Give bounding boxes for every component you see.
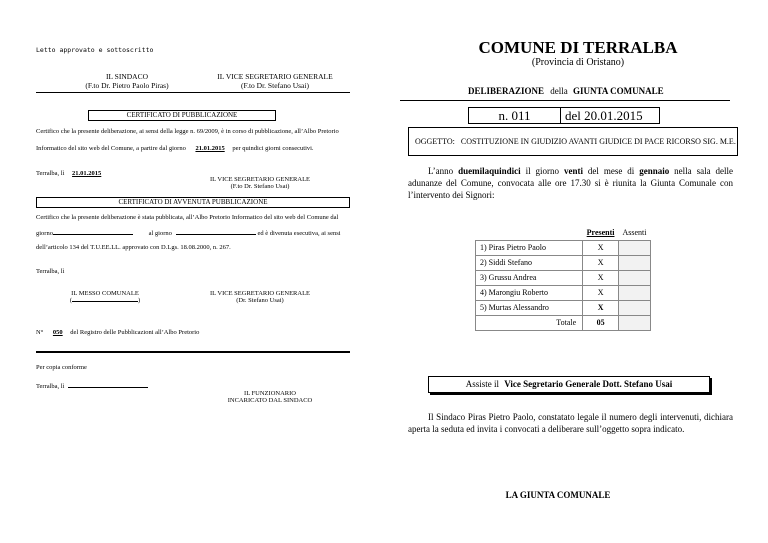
cert-pub-line2: Informatico del sito web del Comune, a partire dal giorno 21.01.2015 per quindici giorni consecutivi. <box>36 145 314 152</box>
col-absent: Assenti <box>622 227 647 237</box>
divider <box>400 100 730 101</box>
divider <box>36 351 350 353</box>
col-present: Presenti <box>586 227 615 237</box>
oggetto-text: COSTITUZIONE IN GIUDIZIO AVANTI GIUDICE DI PACE RICORSO SIG. M.E. <box>460 137 736 146</box>
vice-title: IL VICE SEGRETARIO GENERALE <box>217 72 333 81</box>
officer-signature: IL FUNZIONARIO INCARICATO DAL SINDACO <box>227 390 313 404</box>
total-row: Totale 05 <box>476 315 651 330</box>
cert-pub-start-date: 21.01.2015 <box>195 145 225 152</box>
comune-title: COMUNE DI TERRALBA <box>478 38 678 57</box>
messo-signature: IL MESSO COMUNALE ( ) <box>69 290 141 304</box>
table-row: 5) Murtas Alessandro X <box>476 300 651 315</box>
cert-exec-header: CERTIFICATO DI AVVENUTA PUBBLICAZIONE <box>36 197 350 208</box>
copy-label: Per copia conforme <box>36 364 87 371</box>
footer-title: LA GIUNTA COMUNALE <box>505 490 611 500</box>
attendance-table <box>475 225 651 331</box>
table-row: 1) Piras Pietro Paolo X <box>476 240 651 255</box>
giorno-blank <box>53 234 133 235</box>
cert-exec-line1: Certifico che la presente deliberazione è stata pubblicata, all’Albo Pretorio Informatico del sito web del Comune dal <box>36 214 339 221</box>
deliberation-date: del 20.01.2015 <box>565 108 643 123</box>
registry-line: N° 050 del Registro delle Pubblicazioni all’Albo Pretorio <box>36 329 200 336</box>
cert-exec-line2: giorno al giorno ed è divenuta esecutiva, ai sensi <box>36 230 341 237</box>
cert-pub-signature: IL VICE SEGRETARIO GENERALE (F.to Dr. Stefano Usai) <box>209 176 311 190</box>
approval-note: Letto approvato e sottoscritto <box>36 46 154 54</box>
oggetto-box <box>408 127 738 156</box>
cert-pub-header: CERTIFICATO DI PUBBLICAZIONE <box>88 110 276 121</box>
cert-pub-place: Terralba, lì 21.01.2015 <box>36 170 102 177</box>
assiste-box: Assiste il Vice Segretario Generale Dott. Stefano Usai <box>428 376 710 393</box>
provincia: (Provincia di Oristano) <box>531 57 625 68</box>
cert-pub-place-date: 21.01.2015 <box>72 170 102 177</box>
sindaco-signature <box>62 72 192 90</box>
sindaco-title: IL SINDACO <box>105 72 148 81</box>
cert-exec-article: dell’articolo 134 del T.U.EE.LL. approvato con D.Lgs. 18.08.2000, n. 267. <box>36 244 231 251</box>
exec-vice-signature: IL VICE SEGRETARIO GENERALE (Dr. Stefano Usai) <box>209 290 311 304</box>
table-row: 3) Grussu Andrea X <box>476 270 651 285</box>
sindaco-name: (F.to Dr. Pietro Paolo Piras) <box>85 81 169 90</box>
cert-exec-place: Terralba, lì <box>36 268 65 275</box>
deliberation-number-box <box>468 107 660 124</box>
al-giorno-blank <box>176 234 256 235</box>
table-row: 4) Marongiu Roberto X <box>476 285 651 300</box>
deliberazione-heading: DELIBERAZIONE della GIUNTA COMUNALE <box>468 86 664 96</box>
vice-signature <box>200 72 350 90</box>
intro-paragraph: L’anno duemilaquindici il giorno venti del mese di gennaio nella sala delle adunanze del Comune, convocata alle ore 17.30 si è riunita la Giunta Comunale con l’intervento dei Signori: <box>408 166 734 200</box>
registry-number: 050 <box>52 329 63 336</box>
deliberation-number: n. 011 <box>469 108 561 123</box>
cert-pub-line1: Certifico che la presente deliberazione, ai sensi della legge n. 69/2009, è in corso di pubblicazione, all’Albo Pretorio <box>36 128 339 135</box>
copy-place: Terralba, lì <box>36 383 148 390</box>
vice-name: (F.to Dr. Stefano Usai) <box>241 81 309 90</box>
closing-paragraph: Il Sindaco Piras Pietro Paolo, constatato legale il numero degli intervenuti, dichiara aperta la seduta ed invita i convocati a deliberare sull’oggetto sopra indicato. <box>408 412 733 434</box>
table-row: 2) Siddi Stefano X <box>476 255 651 270</box>
oggetto-label: OGGETTO: <box>415 137 455 146</box>
divider <box>36 92 350 93</box>
